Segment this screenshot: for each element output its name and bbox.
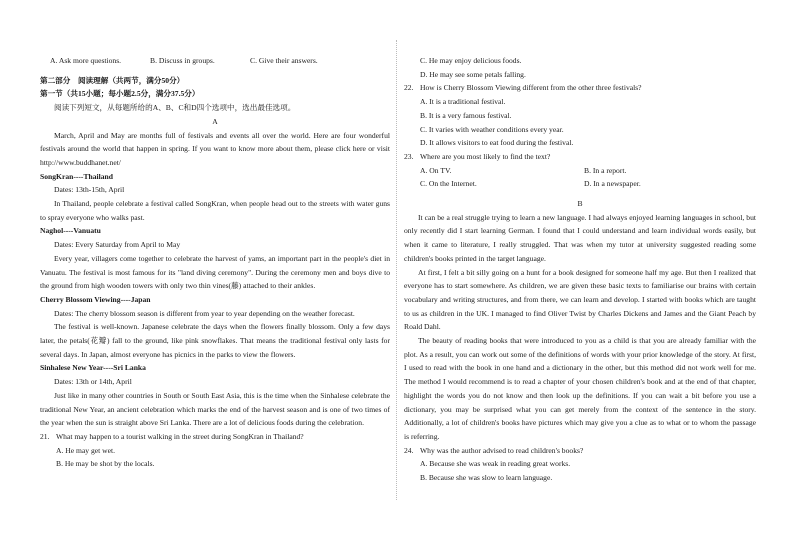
question-number: 22. [404, 83, 414, 93]
question-22 [404, 81, 756, 95]
question-text: Why was the author advised to read children's books? [420, 445, 584, 455]
answer-option: A. Because she was weak in reading great works. [420, 459, 571, 469]
subsection-title: 第一节（共15小题；每小题2.5分，满分37.5分） [40, 89, 200, 99]
passage-b-label: B [577, 199, 583, 209]
answer-option: B. Because she was slow to learn language. [420, 473, 553, 483]
festival-name: Naghol----Vanuatu [40, 226, 101, 236]
answer-option: D. It allows visitors to eat food during the festival. [420, 138, 574, 148]
festival-paragraph: The festival is well-known. Japanese celebrate the days when the flowers finally blossom. Only a few days later, the petals(花瓣) fall to the ground, like pink snowflakes. That means the traditional festival only lasts for several days. In Japan, almost everyone has picnics in the parks to view the flowers. [40, 322, 390, 359]
prev-option-a: A. Ask more questions. [50, 56, 122, 65]
question-24 [404, 444, 756, 458]
answer-option: C. It varies with weather conditions every year. [420, 124, 564, 134]
answer-option: B. It is a very famous festival. [420, 110, 512, 120]
left-column [40, 54, 390, 471]
answer-option: C. He may enjoy delicious foods. [420, 56, 522, 65]
section-title: 第二部分 阅读理解（共两节，满分50分） [40, 75, 185, 85]
festival-name: SongKran----Thailand [40, 171, 114, 181]
previous-options [40, 54, 390, 68]
answer-option: A. It is a traditional festival. [420, 97, 506, 107]
passage-b-paragraph: It can be a real struggle trying to learn a new language. I had always enjoyed learning languages in school, but only recently did I start learning German. I found that I could understand and learn individual words easily, but when it came to literature, I really struggled. That was when my tutor at university suggested reading some children's books printed in the target language. [404, 212, 756, 263]
answer-option: D. In a newspaper. [584, 179, 641, 189]
answer-option: D. He may see some petals falling. [420, 69, 526, 79]
passage-a-intro: March, April and May are months full of festivals and events all over the world. Here are four wonderful festivals around the world that happen in spring. If you want to know more about them, please click here or visit http://www.buddhanet.net/ [40, 130, 390, 167]
festival-paragraph: Just like in many other countries in South or South East Asia, this is the time when the Sinhalese celebrate the traditional New Year, an ancient celebration which marks the end of the harvest season and is one of two times of the year when the sun is straight above Sri Lanka. There are a lot of delicious foods during the celebration. [40, 390, 390, 428]
answer-option: A. He may get wet. [56, 445, 116, 455]
festival-dates: Dates: 13th or 14th, April [54, 377, 132, 387]
instruction: 阅读下列短文，从每题所给的A、B、C和D四个选项中，选出最佳选项。 [54, 103, 296, 113]
answer-option: C. On the Internet. [420, 179, 477, 189]
right-column [404, 54, 756, 485]
question-23 [404, 150, 756, 164]
question-21 [40, 430, 390, 444]
question-text: Where are you most likely to find the text? [420, 151, 551, 161]
prev-option-b: B. Discuss in groups. [150, 56, 215, 65]
passage-b-paragraph: The beauty of reading books that were introduced to you as a child is that you are already familiar with the plot. As a result, you can work out some of the definitions of words with your prior knowledge of the story. At first, I used to read with the book in one hand and a dictionary in the other, but this method did not work well for me. The method I would recommend is to read a chapter of your chosen children's book and at the end of that chapter, highlight the words you do not know and then look up the definitions. If you can wait a bit before you use a dictionary, you may be surprised what you can get merely from the context of the sentence in the story. Additionally, a lot of children's books have pictures which may give you a clue as to what or to whom the passage is referring. [404, 336, 756, 441]
question-text: How is Cherry Blossom Viewing different from the other three festivals? [420, 83, 642, 93]
answer-option: B. In a report. [584, 165, 627, 175]
festival-dates: Dates: Every Saturday from April to May [54, 240, 181, 250]
passage-a-label: A [212, 116, 218, 126]
festival-paragraph: Every year, villagers come together to celebrate the harvest of yams, an important part in the people's diet in Vanuatu. The festival is most famous for its "land diving ceremony". During the ceremony men and boys dive to the ground from high wooden towers with only two thin vines(藤) attached to their ankles. [40, 253, 390, 291]
festival-name: Sinhalese New Year----Sri Lanka [40, 363, 146, 373]
festival-paragraph: In Thailand, people celebrate a festival called SongKran, when people head out to the streets with water guns to spray everyone who walks past. [40, 199, 390, 222]
festival-dates: Dates: 13th-15th, April [54, 185, 125, 195]
passage-b-paragraph: At first, I felt a bit silly going on a hunt for a book designed for someone half my age. But then I realized that everyone has to start somewhere. As children, we are given these basic texts to familiarise our brains with certain vocabulary and writing structures, and from there, we can learn and develop. I started with books which are taught to us as children in the UK. I managed to find Oliver Twist by Charles Dickens and James and the Giant Peach by Roald Dahl. [404, 267, 756, 332]
answer-option-row [404, 164, 756, 178]
answer-option: A. On TV. [420, 165, 452, 175]
question-text: What may happen to a tourist walking in the street during SongKran in Thailand? [56, 431, 304, 441]
question-number: 24. [404, 445, 414, 455]
column-divider [396, 40, 397, 500]
answer-option-row [404, 177, 756, 191]
question-number: 23. [404, 151, 414, 161]
prev-option-c: C. Give their answers. [250, 56, 318, 65]
festival-dates: Dates: The cherry blossom season is different from year to year depending on the weather forecast. [54, 308, 355, 318]
question-number: 21. [40, 431, 50, 441]
answer-option: B. He may be shot by the locals. [56, 459, 155, 469]
festival-name: Cherry Blossom Viewing----Japan [40, 294, 151, 304]
